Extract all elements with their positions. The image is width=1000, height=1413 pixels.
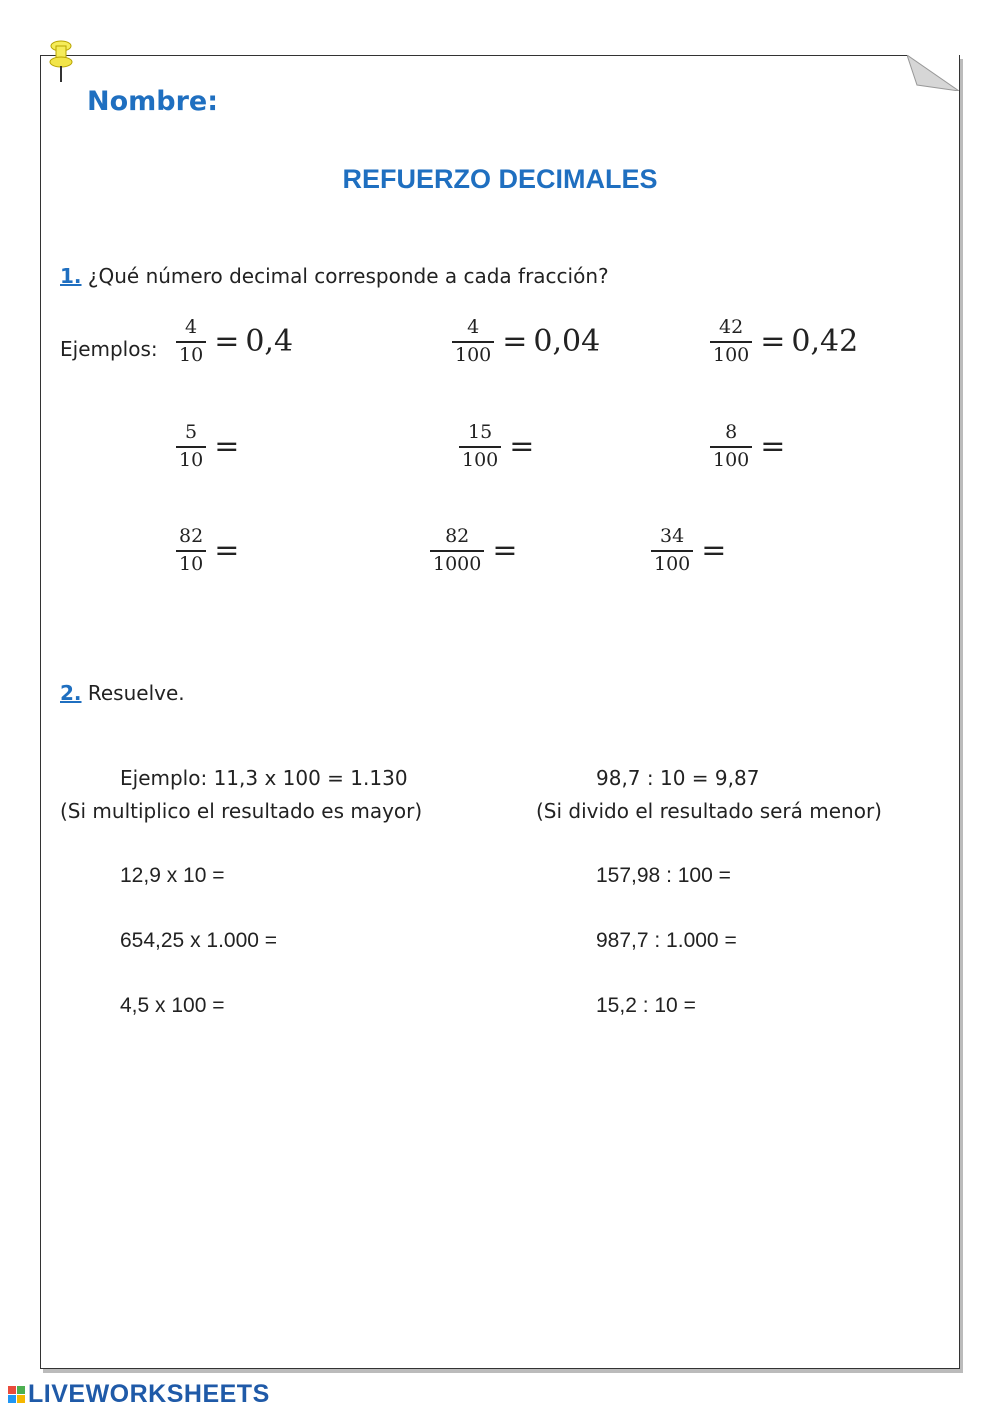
page-curl-icon <box>907 55 959 91</box>
equals-sign: = <box>701 533 727 569</box>
equals-sign: = <box>760 324 786 360</box>
division-exercise: 15,2 : 10 = <box>596 994 696 1017</box>
multiplication-exercise: 12,9 x 10 = <box>120 864 225 887</box>
numerator: 34 <box>660 525 685 547</box>
equals-sign: = <box>214 533 240 569</box>
liveworksheets-logo-icon <box>8 1386 25 1403</box>
example-result: 0,4 <box>245 324 294 360</box>
denominator: 100 <box>459 446 501 472</box>
numerator: 42 <box>719 316 744 338</box>
example-fraction <box>176 317 293 367</box>
question-2-text: Resuelve. <box>87 681 185 705</box>
example-division: 98,7 : 10 = 9,87 <box>596 766 760 790</box>
exercise-fraction <box>176 526 239 576</box>
denominator: 100 <box>452 341 494 367</box>
example-result: 0,42 <box>791 324 859 360</box>
denominator: 100 <box>651 550 693 576</box>
equals-sign: = <box>214 429 240 465</box>
question-1-number: 1. <box>60 264 82 288</box>
denominator: 10 <box>176 550 206 576</box>
multiplication-exercise: 654,25 x 1.000 = <box>120 929 278 952</box>
numerator: 15 <box>468 421 493 443</box>
example-fraction <box>710 317 858 367</box>
page-title: REFUERZO DECIMALES <box>342 164 658 194</box>
numerator: 5 <box>185 421 198 443</box>
numerator: 8 <box>725 421 738 443</box>
numerator: 4 <box>185 316 198 338</box>
exercise-fraction <box>176 422 239 472</box>
equals-sign: = <box>492 533 518 569</box>
numerator: 82 <box>179 525 204 547</box>
example-fraction <box>452 317 600 367</box>
denominator: 100 <box>710 446 752 472</box>
exercise-fraction <box>459 422 534 472</box>
exercise-fraction <box>430 526 518 576</box>
equals-sign: = <box>502 324 528 360</box>
multiplication-exercise: 4,5 x 100 = <box>120 994 225 1017</box>
equals-sign: = <box>509 429 535 465</box>
denominator: 100 <box>710 341 752 367</box>
question-2-number: 2. <box>60 681 82 705</box>
division-exercise: 157,98 : 100 = <box>596 864 731 887</box>
denominator: 10 <box>176 446 206 472</box>
worksheet-page <box>40 55 960 1369</box>
example-multiplication: Ejemplo: 11,3 x 100 = 1.130 <box>120 766 408 790</box>
pushpin-icon <box>46 38 76 88</box>
denominator: 10 <box>176 341 206 367</box>
numerator: 82 <box>445 525 470 547</box>
note-division: (Si divido el resultado será menor) <box>536 799 882 823</box>
numerator: 4 <box>467 316 480 338</box>
brand-name: LIVEWORKSHEETS <box>28 1380 270 1408</box>
exercise-fraction <box>710 422 785 472</box>
question-1 <box>60 264 609 288</box>
question-1-text: ¿Qué número decimal corresponde a cada fracción? <box>87 264 609 288</box>
equals-sign: = <box>760 429 786 465</box>
examples-label: Ejemplos: <box>60 337 158 361</box>
note-multiplication: (Si multiplico el resultado es mayor) <box>60 799 423 823</box>
equals-sign: = <box>214 324 240 360</box>
denominator: 1000 <box>430 550 484 576</box>
division-exercise: 987,7 : 1.000 = <box>596 929 737 952</box>
question-2 <box>60 681 185 705</box>
name-label: Nombre: <box>87 86 219 117</box>
exercise-fraction <box>651 526 726 576</box>
liveworksheets-brand <box>8 1380 270 1409</box>
example-result: 0,04 <box>533 324 601 360</box>
